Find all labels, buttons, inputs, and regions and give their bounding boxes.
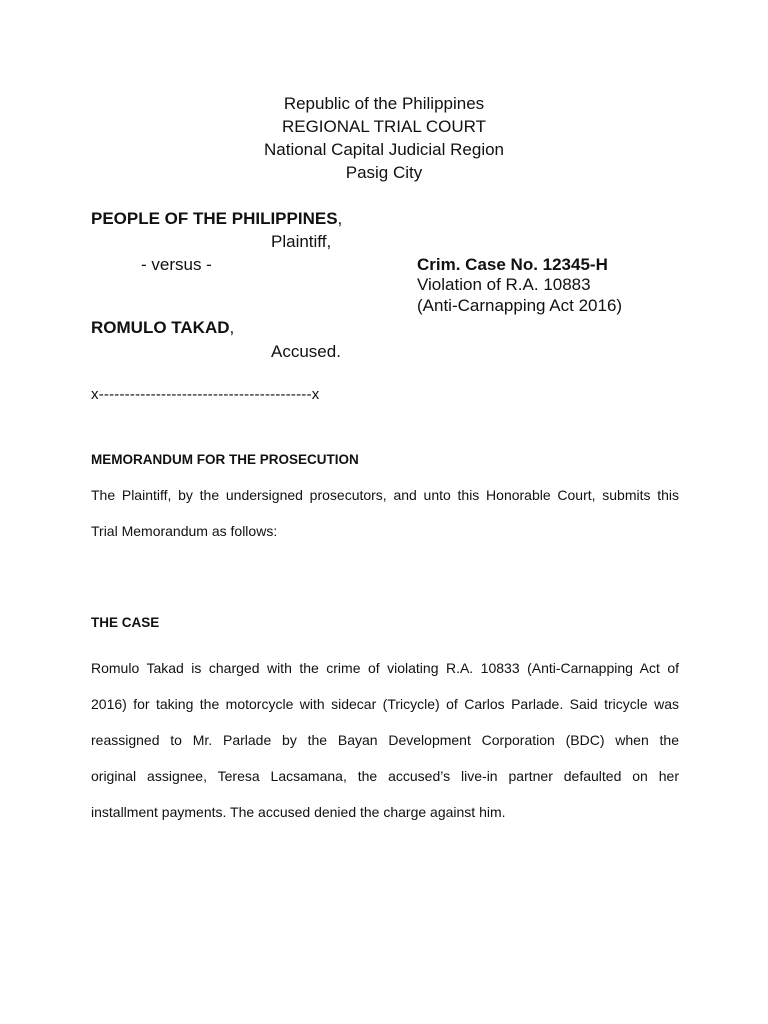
caption-separator: x-----------------------------------------x (91, 386, 320, 403)
accused-comma: , (229, 318, 235, 337)
the-case-heading: THE CASE (91, 615, 160, 630)
intro-line: The Plaintiff, by the undersigned prosecutors, and unto this Honorable Court, submits this (91, 487, 679, 503)
the-case-paragraph (91, 650, 679, 830)
the-case-line: installment payments. The accused denied the charge against him. (91, 804, 506, 820)
caption-republic: Republic of the Philippines (283, 94, 485, 113)
accused-name: ROMULO TAKAD (91, 318, 230, 337)
the-case-line: reassigned to Mr. Parlade by the Bayan Development Corporation (BDC) when the (91, 732, 679, 748)
case-act: (Anti-Carnapping Act 2016) (417, 296, 623, 315)
accused-name-line (91, 317, 234, 338)
caption-court: REGIONAL TRIAL COURT (281, 117, 487, 136)
plaintiff-role: Plaintiff, (271, 232, 332, 251)
the-case-line: 2016) for taking the motorcycle with sidecar (Tricycle) of Carlos Parlade. Said tricycle was (91, 696, 679, 712)
memorandum-title: MEMORANDUM FOR THE PROSECUTION (91, 452, 359, 467)
plaintiff-comma: , (337, 209, 343, 228)
plaintiff-name: PEOPLE OF THE PHILIPPINES (91, 209, 338, 228)
intro-line: Trial Memorandum as follows: (91, 523, 278, 539)
the-case-line: original assignee, Teresa Lacsamana, the accused’s live-in partner defaulted on her (91, 768, 679, 784)
caption-region: National Capital Judicial Region (263, 140, 505, 159)
accused-role: Accused. (271, 342, 341, 361)
case-number: Crim. Case No. 12345-H (417, 255, 608, 274)
plaintiff-name-line (91, 208, 342, 229)
caption-city: Pasig City (345, 163, 423, 182)
intro-paragraph (91, 477, 679, 549)
the-case-line: Romulo Takad is charged with the crime of violating R.A. 10833 (Anti-Carnapping Act of (91, 660, 679, 676)
case-violation: Violation of R.A. 10883 (417, 275, 591, 294)
versus-label: - versus - (141, 255, 212, 274)
